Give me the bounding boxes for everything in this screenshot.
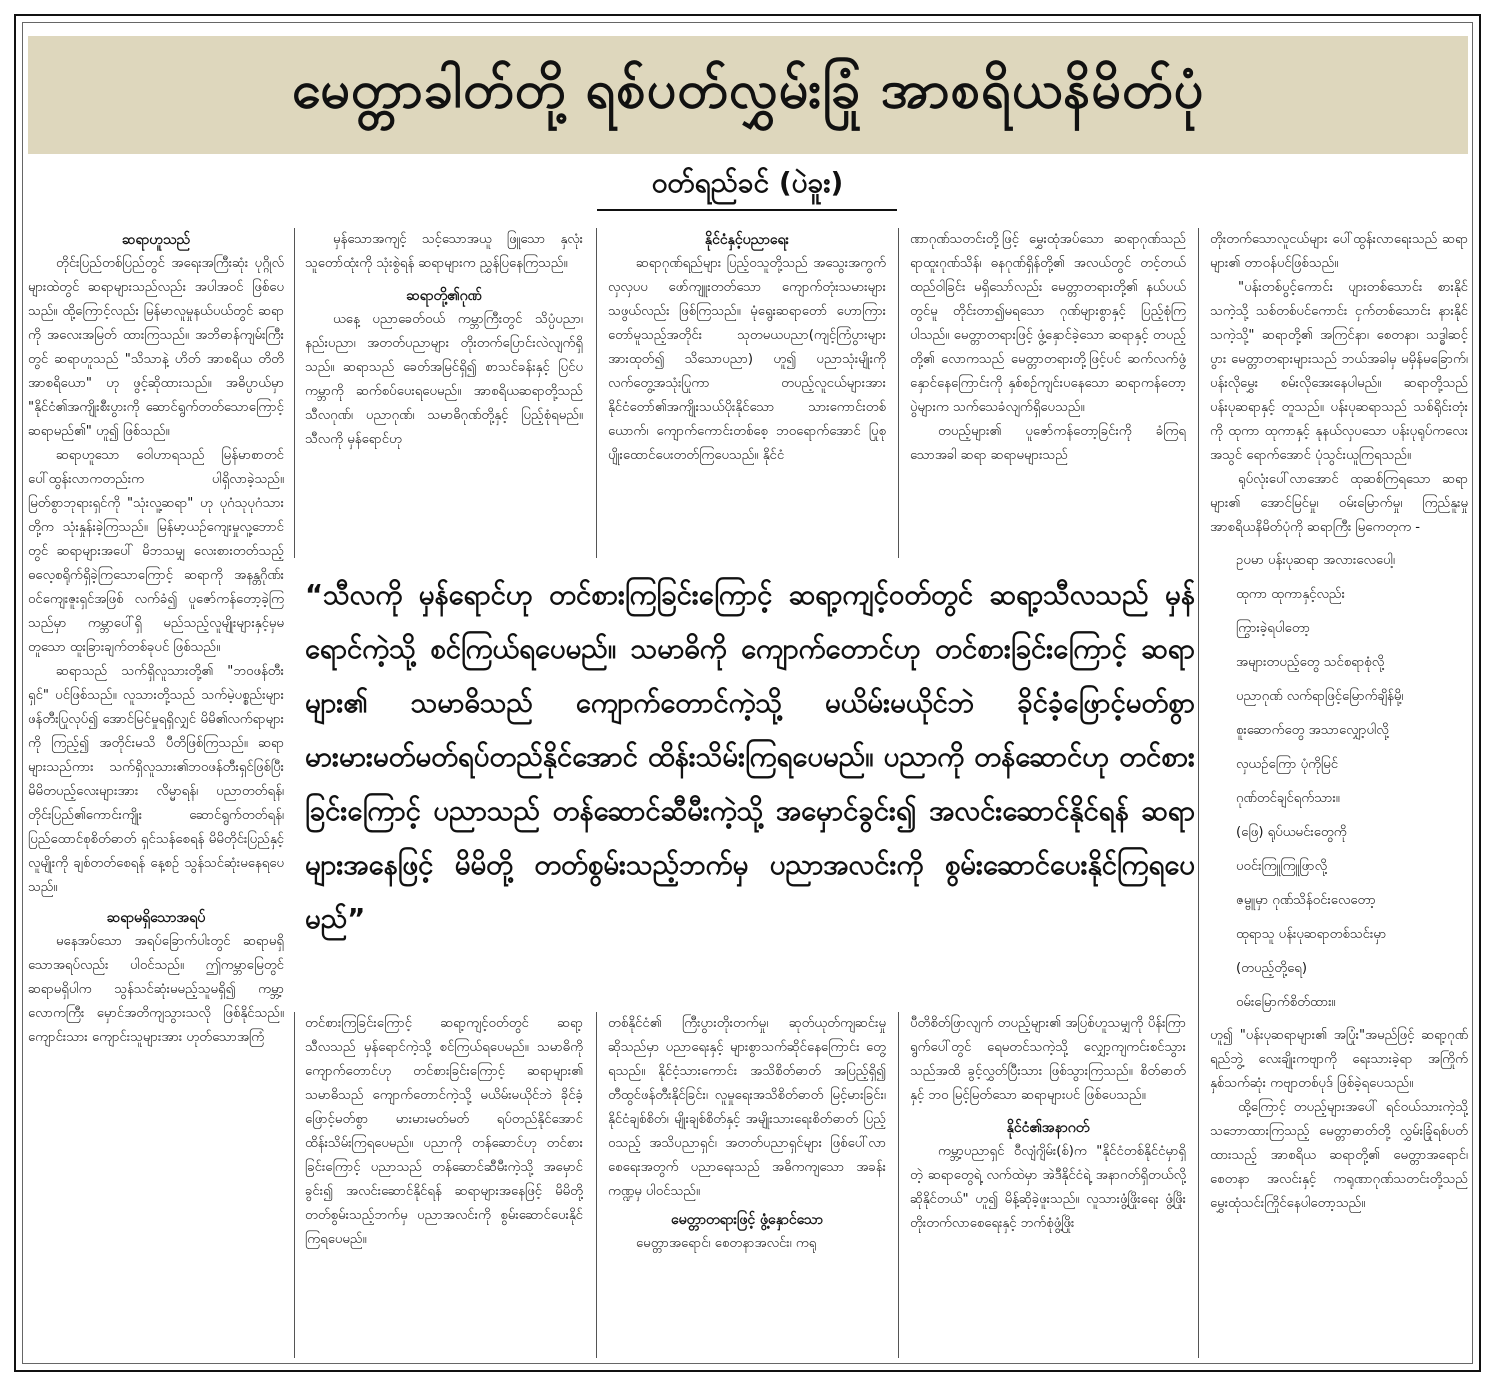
paragraph: "ပန်းတစ်ပွင့်ကောင်း ပျားတစ်သောင်း စားနိုင်သကဲ့သို့ သစ်တစ်ပင်ကောင်း ငှက်တစ်သောင်း နားနိုင်သကဲ့သို့" ဆရာတို့၏ အကြင်နာ၊ စေတနာ၊ သဒ္ဓါဆင့်ပွား မေတ္တာတရားများသည် ဘယ်အခါမှ မမှိန်မခြောက်၊ ပန်းလိုမွှေး စမ်းလိုအေးနေပါမည်။ ဆရာတို့သည် ပန်းပုဆရာနှင့် တူသည်။ ပန်းပုဆရာသည် သစ်ရိုင်းတုံးကို ထုကာ ထုကာနှင့် နုနယ်လှပသော ပန်းပုရုပ်ကလေးအသွင် ရောက်အောင် ပုံသွင်းယူကြရသည်။: [1210, 280, 1468, 463]
headline-band: [28, 36, 1468, 154]
paragraph: ဆရာသည် သက်ရှိလူသားတို့၏ "ဘဝဖန်တီးရှင်" ပင်ဖြစ်သည်။ လူသားတို့သည် သက်မဲ့ပစ္စည်းများ ဖန်တီးပြုလုပ်၍ အောင်မြင်မှုရရှိလျှင် မိမိ၏လက်ရာများကို ကြည့်၍ အတိုင်းမသိ ပီတိဖြစ်ကြသည်။ ဆရာများသည်ကား သက်ရှိလူသား၏ဘဝဖန်တီးရှင်ဖြစ်ပြီး မိမိတပည့်လေးများအား လိမ္မာရန်၊ ပညာတတ်ရန်၊ တိုင်းပြည်၏ကောင်းကျိုး ဆောင်ရွက်တတ်ရန်၊ ပြည်ထောင်စုစိတ်ဓာတ် ရှင်သန်စေရန် မိမိတိုင်းပြည်နှင့် လူမျိုးကို ချစ်တတ်စေရန် နေ့စဉ် သွန်သင်ဆုံးမနေရပေသည်။: [28, 664, 284, 895]
poem-line: အများတပည့်တွေ သင်စရာစုံလို့: [1236, 655, 1385, 670]
column-divider: [596, 1012, 597, 1358]
column-4: [910, 228, 1186, 558]
paragraph: ရုပ်လုံးပေါ်လာအောင် ထုဆစ်ကြရသော ဆရာများ၏ အောင်မြင်မှု၊ ဝမ်းမြောက်မှု၊ ကြည်နူးမှု အာစရိယနိမိတ်ပုံကို ဆရာကြီး မြကေတုက -: [1210, 472, 1468, 535]
paragraph: မှန်သောအကျင့် သင့်သောအယူ ဖြူသော နှလုံးသူတော်ထုံးကို သုံးစွဲရန် ဆရာများက ညွှန်ပြနေကြသည်။: [305, 232, 583, 271]
poem-line: လှယဉ်ကြော ပုံကိုမြင်: [1236, 757, 1339, 772]
paragraph: ပီတိစိတ်ဖြာလျက် တပည့်များ၏ အပြစ်ဟူသမျှကို ပိန်းကြာရွက်ပေါ်တွင် ရေမတင်သကဲ့သို့ လျှော့ကျကင်းစင်သွားသည်အထိ ခွင့်လွှတ်ပြီးသား ဖြစ်သွားကြသည်။ စိတ်ဓာတ်နှင့် ဘဝ မြင့်မြတ်သော ဆရာများပင် ဖြစ်ပေသည်။: [910, 1016, 1186, 1103]
pull-quote: “သီလကို မှန်ရောင်ဟု တင်စားကြခြင်းကြောင့် ဆရာ့ကျင့်ဝတ်တွင် ဆရာ့သီလသည် မှန်ရောင်ကဲ့သို့ စင်ကြယ်ရပေမည်။ သမာဓိကို ကျောက်တောင်ဟု တင်စားခြင်းကြောင့် ဆရာများ၏ သမာဓိသည် ကျောက်တောင်ကဲ့သို့ မယိမ်းမယိုင်ဘဲ ခိုင်ခံ့ဖြောင့်မတ်စွာ မားမားမတ်မတ်ရပ်တည်နိုင်အောင် ထိန်းသိမ်းကြရပေမည်။ ပညာကို တန်ဆောင်ဟု တင်စားခြင်းကြောင့် ပညာသည် တန်ဆောင်ဆီမီးကဲ့သို့ အမှောင်ခွင်း၍ အလင်းဆောင်နိုင်ရန် ဆရာများအနေဖြင့် မိမိတို့ တတ်စွမ်းသည့်ဘက်မှ ပညာအလင်းကို စွမ်းဆောင်ပေးနိုင်ကြရပေမည်”: [305, 579, 1195, 935]
column-3: [608, 228, 886, 558]
column-3-continued: [608, 1012, 886, 1358]
paragraph: တပည့်များ၏ ပူဇော်ကန်တော့ခြင်းကို ခံကြရသောအခါ ဆရာ ဆရာမများသည်: [910, 424, 1186, 463]
section-heading: မေတ္တာတရားဖြင့် ဖွံ့နှောင်သော: [671, 1212, 823, 1228]
column-divider: [294, 1012, 295, 1358]
section-heading: ဆရာဟူသည်: [121, 232, 191, 248]
poem-line: စူးဆောက်တွေ အသာလျှော့ပါလို့: [1236, 723, 1389, 738]
paragraph: ကမ္ဘာ့ပညာရှင် ဝီလျံဂျိမ်း(စ်)က "နိုင်ငံတစ်နိုင်ငံမှာရှိတဲ့ ဆရာတွေရဲ့ လက်ထဲမှာ အဲဒီနိုင်ငံရဲ့ အနာဂတ်ရှိတယ်လို့ ဆိုနိုင်တယ်" ဟူ၍ မိန့်ဆိုခဲ့ဖူးသည်။ လူသားဖွံ့ဖြိုးရေး ဖွံ့ဖြိုးတိုးတက်လာစေရေးနှင့် ဘက်စုံဖွံ့ဖြိုး: [910, 1144, 1186, 1231]
paragraph: ယနေ့ ပညာခေတ်ဝယ် ကမ္ဘာကြီးတွင် သိပ္ပံပညာ၊ နည်းပညာ၊ အတတ်ပညာများ တိုးတက်ပြောင်းလဲလျက်ရှိသည်။ ဆရာသည် ခေတ်အမြင်ရှိ၍ စာသင်ခန်းနှင့် ပြင်ပကမ္ဘာကို ဆက်စပ်ပေးရပေမည်။ အာစရိယဆရာတို့သည် သီလဂုဏ်၊ ပညာဂုဏ်၊ သမာဓိဂုဏ်တို့နှင့် ပြည့်စုံရမည်။ သီလကို မှန်ရောင်ဟု: [305, 312, 583, 447]
poem-line: ဝမ်းမြောက်စိတ်ထား။: [1236, 995, 1336, 1010]
poem-line: ထုရာသူ ပန်းပုဆရာတစ်သင်းမှာ: [1236, 927, 1387, 942]
poem-line: ထုကာ ထုကာနှင့်လည်း: [1236, 587, 1345, 602]
page-title: မေတ္တာခါတ်တို့ ရစ်ပတ်လွှမ်းခြုံ အာစရိယနိမိတ်ပုံ: [291, 60, 1205, 120]
poem-line: (တပည့်တို့ရေ): [1236, 961, 1307, 976]
column-2: [305, 228, 583, 558]
paragraph: ဆရာဂုဏ်ရည်များ ပြည့်ဝသူတို့သည် အသွေးအကွက် လှလှပပ ဖော်ကျူးတတ်သော ကျောက်တုံးသမားများသဖွယ်လည်း ဖြစ်ကြသည်။ မုံရွေးဆရာတော် ဟောကြားတော်မူသည့်အတိုင်း သုတမယပညာ(ကျင့်ကြံပွားများ အားထုတ်၍ သိသောပညာ) ဟူ၍ ပညာသုံးမျိုးကို လက်တွေ့အသုံးပြုကာ တပည့်လူငယ်များအား နိုင်ငံတော်၏အကျိုးသယ်ပိုးနိုင်သော သားကောင်းတစ်ယောက်၊ ကျောက်ကောင်းတစ်စေ့ ဘဝရောက်အောင် ပြုစုပျိုးထောင်ပေးတတ်ကြပေသည်။ နိုင်ငံ: [608, 256, 886, 463]
paragraph: ထို့ကြောင့် တပည့်များအပေါ် ရင်ဝယ်သားကဲ့သို့ သဘောထားကြသည့် မေတ္တာဓာတ်တို့ လွှမ်းခြုံရစ်ပတ်ထားသည့် အာစရိယ ဆရာတို့၏ မေတ္တာအရောင်၊ စေတနာ အလင်းနှင့် ကရုဏာဂုဏ်သတင်းတို့သည် မွှေးထုံသင်းကြိုင်နေပါတော့သည်။: [1210, 1100, 1468, 1211]
paragraph: တစ်နိုင်ငံ၏ ကြီးပွားတိုးတက်မှု၊ ဆုတ်ယုတ်ကျဆင်းမှုဆိုသည်မှာ ပညာရေးနှင့် များစွာသက်ဆိုင်နေကြောင်း တွေ့ရသည်။ နိုင်ငံ့သားကောင်း အသိစိတ်ဓာတ် အပြည့်ရှိ၍ တီထွင်ဖန်တီးနိုင်ခြင်း၊ လူမှုရေးအသိစိတ်ဓာတ် မြင့်မားခြင်း၊ နိုင်ငံချစ်စိတ်၊ မျိုးချစ်စိတ်နှင့် အမျိုးသားရေးစိတ်ဓာတ် ပြည့်ဝသည့် အသိပညာရှင်၊ အတတ်ပညာရှင်များ ဖြစ်ပေါ်လာစေရေးအတွက် ပညာရေးသည် အဓိကကျသော အခန်းကဏ္ဍမှ ပါဝင်သည်။: [608, 1016, 886, 1199]
poem-line: ပဝင်းကြူကြူဖြာလို့: [1236, 859, 1327, 874]
poem-line: ဂုဏ်တင်ချင်ရက်သား။: [1236, 791, 1340, 806]
byline-underline: [597, 209, 897, 211]
section-heading: နိုင်ငံနှင့်ပညာရေး: [704, 232, 790, 248]
paragraph: တိုင်းပြည်တစ်ပြည်တွင် အရေးအကြီးဆုံး ပုဂ္ဂိုလ်များထဲတွင် ဆရာများသည်လည်း အပါအဝင် ဖြစ်ပေသည်။ ထို့ကြောင့်လည်း မြန်မာလူမှုနယ်ပယ်တွင် ဆရာကို အလေးအမြတ် ထားကြသည်။ အဘိဓာန်ကျမ်းကြီးတွင် ဆရာဟူသည် "သိသာနဲ့ ဟိတ် အာစရိယ တိတိ အာစရိယော" ဟု ဖွင့်ဆိုထားသည်။ အဓိပ္ပာယ်မှာ "နိုင်ငံ၏အကျိုးစီးပွားကို ဆောင်ရွက်တတ်သောကြောင့် ဆရာမည်၏" ဟူ၍ ဖြစ်သည်။: [28, 256, 284, 439]
poem-line: (ဖြေ) ရုပ်ယမင်းတွေကို: [1236, 825, 1347, 840]
poem-line: ကြွားခဲ့ရပါတော့: [1236, 621, 1311, 636]
column-divider: [596, 228, 597, 558]
section-heading: ဆရာတို့၏ဂုဏ်: [406, 288, 482, 304]
section-heading: ဆရာမရှိသောအရပ်: [106, 910, 206, 926]
author-byline: ဝတ်ရည်ခင် (ပဲခူး): [651, 166, 844, 199]
poem-line: ဥပမာ ပန်းပုဆရာ အလားလေပေါ့၊: [1236, 553, 1395, 568]
column-divider: [898, 228, 899, 558]
column-divider: [294, 228, 295, 558]
column-divider: [898, 1012, 899, 1358]
section-heading: နိုင်ငံ၏အနာဂတ်: [1006, 1120, 1090, 1136]
paragraph: ဟူ၍ "ပန်းပုဆရာများ၏ အပြုံး"အမည်ဖြင့် ဆရာ့ဂုဏ် ရည်ဘွဲ့ လေးချိုးကဗျာကို ရေးသားခဲ့ရာ အကြိုက်နှစ်သက်ဆုံး ကဗျာတစ်ပုဒ် ဖြစ်ခဲ့ရပေသည်။: [1210, 1028, 1468, 1091]
column-1: [28, 228, 284, 1358]
poem-line: ပညာဂုဏ် လက်ရာဖြင့်မြောက်ချိန်မို့၊: [1236, 689, 1404, 704]
poem-block: [1210, 544, 1468, 1020]
paragraph: တိုးတက်သောလူငယ်များ ပေါ်ထွန်းလာရေးသည် ဆရာများ၏ တာဝန်ပင်ဖြစ်သည်။: [1210, 232, 1468, 271]
paragraph: မနေအပ်သော အရပ်ခြောက်ပါးတွင် ဆရာမရှိသောအရပ်လည်း ပါဝင်သည်။ ဤကမ္ဘာမြေတွင် ဆရာမရှိပါက သွန်သင်ဆုံးမမည့်သူမရှိ၍ ကမ္ဘာ့လောကကြီး မှောင်အတိကျသွားသလို ဖြစ်နိုင်သည်။ ကျောင်းသား ကျောင်းသူများအား ဟုတ်သောအကြံ: [28, 934, 284, 1045]
column-divider: [1198, 228, 1199, 1358]
column-5: [1210, 228, 1468, 1358]
column-4-continued: [910, 1012, 1186, 1358]
paragraph: တင်စားကြခြင်းကြောင့် ဆရာ့ကျင့်ဝတ်တွင် ဆရာ့သီလသည် မှန်ရောင်ကဲ့သို့ စင်ကြယ်ရပေမည်။ သမာဓိကို ကျောက်တောင်ဟု တင်စားခြင်းကြောင့် ဆရာများ၏ သမာဓိသည် ကျောက်တောင်ကဲ့သို့ မယိမ်းမယိုင်ဘဲ ခိုင်ခံ့ဖြောင့်မတ်စွာ မားမားမတ်မတ် ရပ်တည်နိုင်အောင် ထိန်းသိမ်းကြရပေမည်။ ပညာကို တန်ဆောင်ဟု တင်စားခြင်းကြောင့် ပညာသည် တန်ဆောင်ဆီမီးကဲ့သို့ အမှောင်ခွင်း၍ အလင်းဆောင်နိုင်ရန် ဆရာများအနေဖြင့် မိမိတို့တတ်စွမ်းသည့်ဘက်မှ ပညာအလင်းကို စွမ်းဆောင်ပေးနိုင်ကြရပေမည်။: [305, 1016, 583, 1247]
paragraph: ဏာဂုဏ်သတင်းတို့ဖြင့် မွှေးထုံအပ်သော ဆရာဂုဏ်သည် ရာထူးဂုဏ်သိန်၊ ဓနဂုဏ်ရှိန်တို့၏ အလယ်တွင် တင့်တယ်ထည်ဝါခြင်း မရှိသော်လည်း မေတ္တာတရားတို့၏ နယ်ပယ်တွင်မူ တိုင်းတာ၍မရသော ဂုဏ်များစွာနှင့် ပြည့်စုံကြပါသည်။ မေတ္တာတရားဖြင့် ဖွံ့နှောင်ခဲ့သော ဆရာနှင့် တပည့်တို့၏ လောကသည် မေတ္တာတရားတို့ဖြင့်ပင် ဆက်လက်ဖွံ့နှောင်နေကြောင်းကို နှစ်စဉ်ကျင်းပနေသော ဆရာကန်တော့ပွဲများက သက်သေခံလျက်ရှိပေသည်။: [910, 232, 1186, 415]
column-2-continued: [305, 1012, 583, 1358]
poem-line: ဇမ္ဗူမှာ ဂုဏ်သိန်ဝင်းလေတော့: [1236, 893, 1376, 908]
paragraph: ဆရာဟူသော ဝေါဟာရသည် မြန်မာစာတင်ပေါ်ထွန်းလာကတည်းက ပါရှိလာခဲ့သည်။ မြတ်စွာဘုရားရှင်ကို "သုံးလူ့ဆရာ" ဟု ပုဂံသုပုဂံသားတို့က သုံးနှုန်းခဲ့ကြသည်။ မြန်မာ့ယဉ်ကျေးမှုလူ့ဘောင်တွင် ဆရာများအပေါ် မိဘသမျှ လေးစားတတ်သည့် ဓလေ့စရိုက်ရှိခဲ့ကြသောကြောင့် ဆရာကို အနန္တဂိုဏ်းဝင်ကျေးဇူးရှင်အဖြစ် လက်ခံ၍ ပူဇော်ကန်တော့ခဲ့ကြသည်မှာ ကမ္ဘာပေါ်ရှိ မည်သည့်လူမျိုးများနှင့်မှမတူသော ထူးခြားချက်တစ်ခုပင် ဖြစ်သည်။: [28, 448, 284, 655]
paragraph: မေတ္တာအရောင်၊ စေတနာအလင်း၊ ကရု: [636, 1236, 817, 1251]
